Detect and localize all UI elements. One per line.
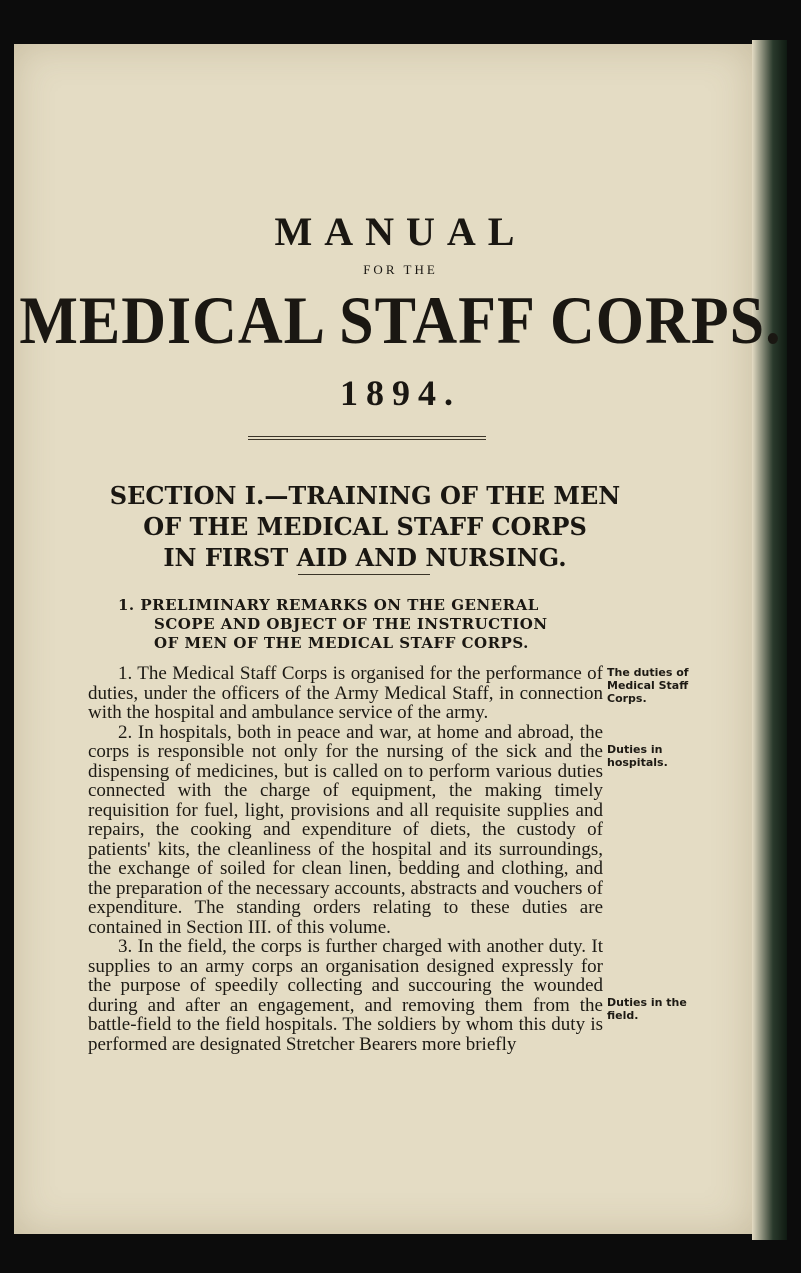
subsection-heading-line: OF MEN OF THE MEDICAL STAFF CORPS. (154, 634, 529, 652)
section-heading-line: SECTION I.—TRAINING OF THE MEN (109, 481, 621, 510)
subsection-heading-line: 1. PRELIMINARY REMARKS ON THE GENERAL (118, 596, 539, 614)
paragraph-1: 1. The Medical Staff Corps is organised for the performance of duties, under the officers of the Army Medical Staff, in connection with the hospital and ambulance service of the army. (88, 663, 603, 723)
margin-note-field: Duties in the field. (607, 996, 687, 1022)
paragraph-2: 2. In hospitals, both in peace and war, at home and abroad, the corps is responsible not only for the nursing of the sick and the dispensing of medicines, but is called on to perform various duties connected with the charge of equipment, the making timely requisition for fuel, light, provisions and all requisite supplies and repairs, the cooking and expenditure of diets, the custody of patients' kits, the cleanliness of the hospital and its surroundings, the exchange of soiled for clean linen, bedding and clothing, and the preparation of the necessary accounts, abstracts and vouchers of expenditure. The standing orders relating to these duties are contained in Section III. of this volume. (88, 721, 603, 938)
title-rule (248, 436, 486, 440)
section-heading-line: OF THE MEDICAL STAFF CORPS (143, 512, 587, 541)
section-rule (298, 574, 430, 575)
manual-title: MANUAL (274, 209, 527, 254)
year-label: 1894. (340, 373, 461, 413)
margin-note-hospitals: Duties in hospitals. (607, 743, 668, 769)
subsection-heading (118, 596, 613, 653)
subsection-heading-line: SCOPE AND OBJECT OF THE INSTRUCTION (154, 615, 548, 633)
section-heading (100, 480, 630, 573)
for-the-label: FOR THE (363, 262, 438, 277)
margin-note-duties: The duties of Medical Staff Corps. (607, 666, 689, 705)
corps-title: MEDICAL STAFF CORPS. (19, 283, 782, 359)
body-text (88, 664, 603, 1054)
section-heading-line: IN FIRST AID AND NURSING. (163, 543, 567, 572)
paragraph-3: 3. In the field, the corps is further charged with another duty. It supplies to an army corps an organisation designed expressly for the purpose of speedily collecting and succouring the wounded during and after an engagement, and removing them from the battle-field to the field hospitals. The soldiers by whom this duty is performed are designated Stretcher Bearers more briefly (88, 936, 603, 1055)
